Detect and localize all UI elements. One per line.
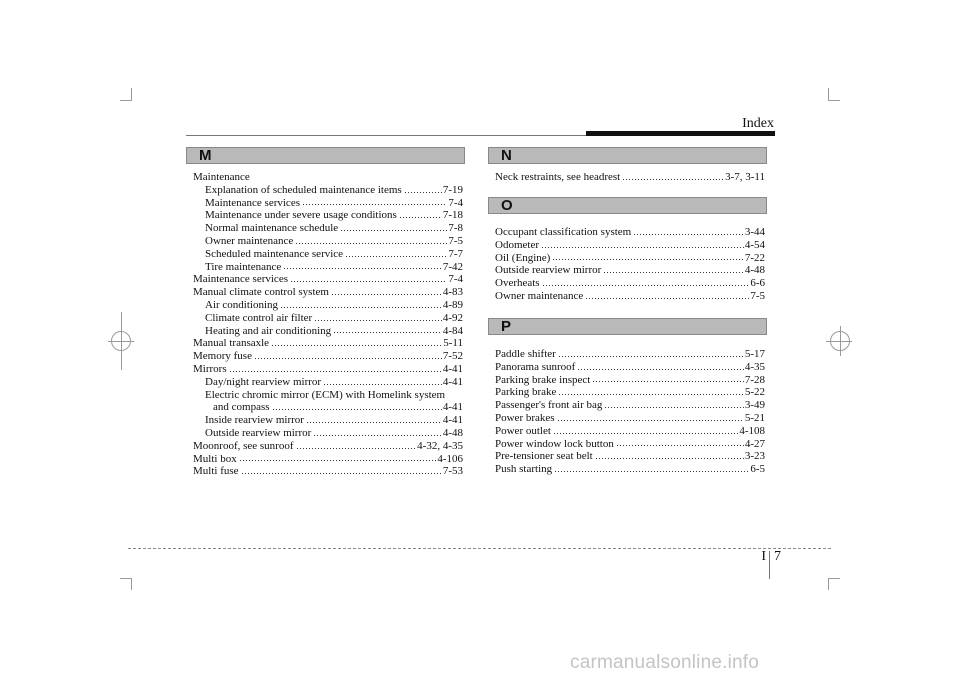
entry-term: Neck restraints, see headrest <box>495 171 621 183</box>
entry-page: 7-4 <box>448 196 463 209</box>
leader-dots <box>283 267 442 270</box>
leader-dots <box>585 297 749 300</box>
entry-term: Heating and air conditioning <box>205 324 332 337</box>
entry-page: 5-17 <box>744 348 765 360</box>
leader-dots <box>633 233 744 236</box>
index-entry <box>193 312 463 325</box>
entry-page: 4-89 <box>442 298 463 311</box>
index-entry <box>193 350 463 363</box>
entry-term: Electric chromic mirror (ECM) with Homelink system <box>205 388 446 401</box>
page-header-title: Index <box>742 116 774 131</box>
entry-page: 4-27 <box>744 437 765 450</box>
entry-page: 3-44 <box>744 226 765 238</box>
index-entry <box>193 363 463 376</box>
registration-mark <box>826 341 852 342</box>
leader-dots <box>345 255 447 258</box>
crop-mark <box>828 100 840 101</box>
crop-mark <box>828 578 840 579</box>
entry-page: 7-5 <box>750 289 765 302</box>
watermark: carmanualsonline.info <box>570 652 760 673</box>
entry-page: 4-41 <box>442 414 463 427</box>
entry-page: 7-42 <box>442 260 463 273</box>
leader-dots <box>280 306 442 309</box>
entry-term: Maintenance <box>193 171 250 183</box>
leader-dots <box>558 393 743 396</box>
index-list-o <box>495 226 765 303</box>
footer-divider <box>769 551 770 579</box>
entry-page: 4-84 <box>442 324 463 337</box>
leader-dots <box>554 470 749 473</box>
crop-mark <box>120 100 132 101</box>
index-entry <box>495 171 765 184</box>
index-entry <box>193 465 463 478</box>
index-entry <box>193 261 463 274</box>
header-bar <box>586 131 775 136</box>
entry-term: Normal maintenance schedule <box>205 222 339 235</box>
index-entry <box>193 389 463 402</box>
leader-dots <box>331 293 442 296</box>
footer-rule <box>128 548 831 549</box>
leader-dots <box>302 203 447 206</box>
index-entry <box>193 299 463 312</box>
index-entry <box>193 427 463 440</box>
index-entry <box>495 264 765 277</box>
entry-term: Maintenance services <box>205 196 300 209</box>
entry-term: Climate control air filter <box>205 311 313 324</box>
leader-dots <box>557 419 744 422</box>
entry-page: 4-48 <box>744 264 765 277</box>
entry-term: Multi box <box>193 452 237 465</box>
leader-dots <box>241 472 442 475</box>
index-entry <box>193 209 463 222</box>
entry-page: 7-53 <box>442 465 463 478</box>
leader-dots <box>314 319 442 322</box>
index-entry <box>495 277 765 290</box>
entry-page: 4-48 <box>442 426 463 439</box>
leader-dots <box>541 246 744 249</box>
entry-term: Occupant classification system <box>495 226 632 238</box>
entry-term: Pre-tensioner seat belt <box>495 450 593 463</box>
index-entry <box>495 450 765 463</box>
index-entry <box>193 337 463 350</box>
entry-term: Power brakes <box>495 411 555 424</box>
index-entry <box>193 286 463 299</box>
registration-mark <box>840 326 841 356</box>
entry-term: Multi fuse <box>193 465 239 478</box>
entry-page: 7-18 <box>442 209 463 222</box>
entry-term: Owner maintenance <box>495 289 584 302</box>
index-entry <box>193 235 463 248</box>
registration-mark <box>121 312 122 370</box>
leader-dots <box>296 447 417 450</box>
entry-page: 7-7 <box>448 247 463 260</box>
leader-dots <box>340 229 447 232</box>
index-entry <box>193 325 463 338</box>
entry-page: 7-19 <box>442 183 463 196</box>
leader-dots <box>290 280 447 283</box>
entry-page: 3-7, 3-11 <box>725 171 765 183</box>
index-entry <box>193 171 463 184</box>
index-list-m <box>193 171 463 478</box>
section-letter-m: M <box>186 147 465 164</box>
leader-dots <box>622 178 724 181</box>
index-entry <box>495 463 765 476</box>
leader-dots <box>239 459 437 462</box>
leader-dots <box>323 383 442 386</box>
leader-dots <box>542 284 750 287</box>
entry-term: Air conditioning <box>205 298 279 311</box>
entry-page: 4-106 <box>437 452 463 465</box>
leader-dots <box>399 216 442 219</box>
entry-page: 4-92 <box>442 311 463 324</box>
index-entry <box>193 453 463 466</box>
leader-dots <box>229 370 442 373</box>
index-entry <box>193 248 463 261</box>
entry-term: Maintenance under severe usage conditions <box>205 209 397 222</box>
index-entry <box>495 252 765 265</box>
entry-page: 7-52 <box>442 350 463 363</box>
entry-page: 5-22 <box>744 386 765 399</box>
entry-term: Owner maintenance <box>205 234 294 247</box>
entry-term: Maintenance services <box>193 273 288 286</box>
leader-dots <box>552 258 744 261</box>
index-entry <box>495 239 765 252</box>
section-letter-o: O <box>488 197 767 214</box>
index-entry <box>193 440 463 453</box>
index-entry <box>495 226 765 239</box>
entry-page: 4-54 <box>744 238 765 251</box>
entry-page: 4-41 <box>442 401 463 414</box>
entry-term: Day/night rearview mirror <box>205 375 322 388</box>
entry-term: Passenger's front air bag <box>495 399 603 412</box>
index-entry-continuation <box>193 401 463 414</box>
entry-term-continuation: and compass <box>213 401 270 414</box>
leader-dots <box>604 406 743 409</box>
crop-mark <box>828 88 829 100</box>
entry-page: 3-49 <box>744 399 765 412</box>
entry-term: Outside rearview mirror <box>495 264 602 277</box>
entry-term: Parking brake inspect <box>495 373 591 386</box>
entry-term: Memory fuse <box>193 350 252 363</box>
section-letter-p: P <box>488 318 767 335</box>
entry-term: Power window lock button <box>495 437 614 450</box>
entry-page: 4-41 <box>442 362 463 375</box>
index-entry <box>495 361 765 374</box>
leader-dots <box>306 421 442 424</box>
entry-page: 4-32, 4-35 <box>417 439 463 452</box>
leader-dots <box>254 357 442 360</box>
leader-dots <box>595 457 744 460</box>
entry-page: 3-23 <box>744 450 765 463</box>
leader-dots <box>272 408 442 411</box>
index-list-p <box>495 348 765 476</box>
entry-term: Overheats <box>495 277 540 290</box>
entry-term: Scheduled maintenance service <box>205 247 344 260</box>
entry-page: 7-22 <box>744 251 765 264</box>
index-entry <box>193 197 463 210</box>
crop-mark <box>828 578 829 590</box>
entry-term: Panorama sunroof <box>495 360 576 373</box>
entry-term: Push starting <box>495 463 553 476</box>
entry-term: Manual climate control system <box>193 286 329 299</box>
leader-dots <box>558 355 744 358</box>
index-entry <box>495 374 765 387</box>
entry-page: 7-4 <box>448 273 463 286</box>
entry-term: Power outlet <box>495 424 551 437</box>
entry-term: Mirrors <box>193 362 227 375</box>
entry-page: 7-8 <box>448 222 463 235</box>
entry-term: Outside rearview mirror <box>205 426 312 439</box>
leader-dots <box>313 434 442 437</box>
footer-section-letter: I <box>761 549 766 564</box>
entry-page: 6-6 <box>750 277 765 290</box>
index-entry <box>495 438 765 451</box>
entry-term: Manual transaxle <box>193 337 270 350</box>
footer-page-number: 7 <box>774 549 781 564</box>
index-entry <box>495 425 765 438</box>
leader-dots <box>333 331 442 334</box>
crop-mark <box>131 88 132 100</box>
index-list-n <box>495 171 765 184</box>
entry-term: Inside rearview mirror <box>205 414 304 427</box>
entry-term: Odometer <box>495 238 539 251</box>
entry-term: Oil (Engine) <box>495 251 551 264</box>
section-letter-n: N <box>488 147 767 164</box>
leader-dots <box>553 432 738 435</box>
index-entry <box>193 222 463 235</box>
leader-dots <box>577 368 743 371</box>
crop-mark <box>131 578 132 590</box>
index-entry <box>495 412 765 425</box>
entry-page: 6-5 <box>750 463 765 476</box>
index-entry <box>495 348 765 361</box>
entry-page: 7-5 <box>448 234 463 247</box>
entry-page: 4-35 <box>744 360 765 373</box>
index-entry <box>193 376 463 389</box>
entry-term: Explanation of scheduled maintenance items <box>205 183 402 196</box>
index-entry <box>193 414 463 427</box>
leader-dots <box>271 344 442 347</box>
index-entry <box>193 184 463 197</box>
leader-dots <box>616 444 744 447</box>
entry-page: 4-108 <box>739 424 765 437</box>
entry-page: 5-21 <box>744 411 765 424</box>
entry-page: 7-28 <box>744 373 765 386</box>
leader-dots <box>295 242 447 245</box>
entry-term: Tire maintenance <box>205 260 282 273</box>
leader-dots <box>603 271 744 274</box>
entry-term: Moonroof, see sunroof <box>193 439 294 452</box>
entry-page: 4-41 <box>442 375 463 388</box>
entry-term: Parking brake <box>495 386 557 399</box>
index-entry <box>495 290 765 303</box>
leader-dots <box>404 191 442 194</box>
entry-term: Paddle shifter <box>495 348 556 360</box>
index-entry <box>495 399 765 412</box>
entry-page: 4-83 <box>442 286 463 299</box>
leader-dots <box>592 380 744 383</box>
index-entry <box>193 273 463 286</box>
entry-page: 5-11 <box>443 337 463 350</box>
index-entry <box>495 386 765 399</box>
